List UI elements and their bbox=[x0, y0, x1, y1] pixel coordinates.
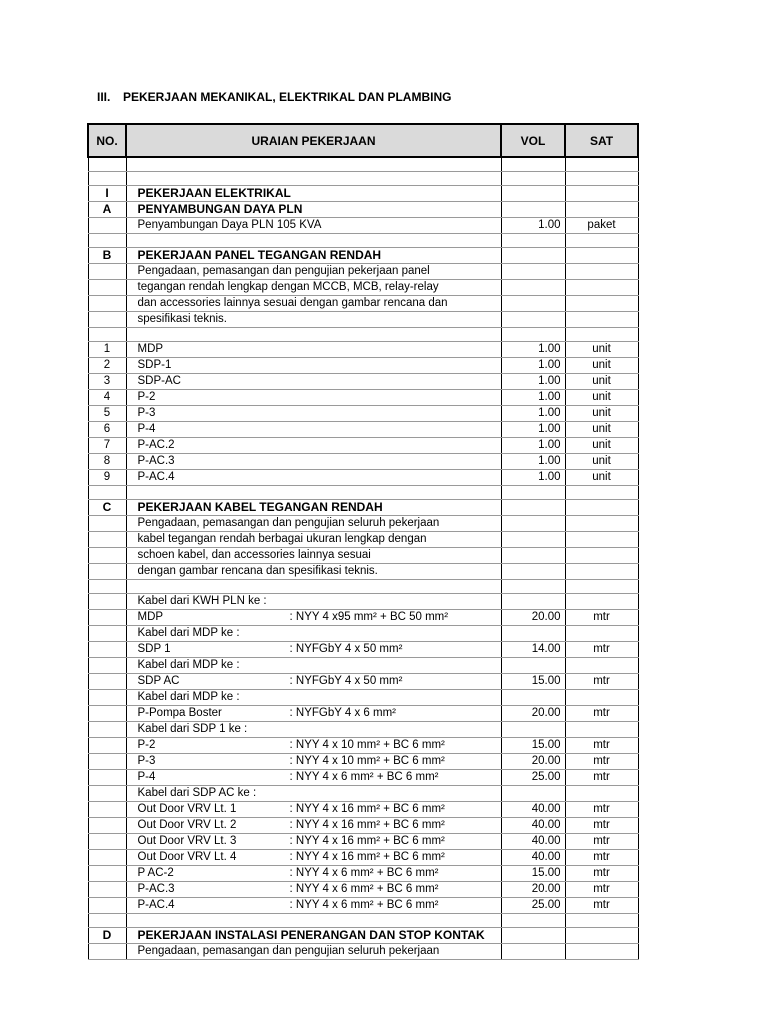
cell-sat bbox=[565, 157, 638, 172]
cable-destination: Out Door VRV Lt. 2 bbox=[137, 819, 237, 831]
cell-sat bbox=[565, 328, 638, 342]
table-row bbox=[88, 690, 638, 706]
cell-description bbox=[126, 834, 501, 850]
cell-no: C bbox=[88, 500, 126, 516]
cell-no: A bbox=[88, 202, 126, 218]
cell-sat bbox=[565, 532, 638, 548]
cell-no: 4 bbox=[88, 390, 126, 406]
table-row bbox=[88, 722, 638, 738]
table-row bbox=[88, 658, 638, 674]
cable-spec: : NYY 4 x 16 mm² + BC 6 mm² bbox=[289, 851, 445, 863]
table-row bbox=[88, 738, 638, 754]
cell-no bbox=[88, 898, 126, 914]
cell-vol: 20.00 bbox=[501, 754, 565, 770]
cell-sat bbox=[565, 626, 638, 642]
table-row bbox=[88, 944, 638, 960]
cell-vol bbox=[501, 234, 565, 248]
cell-description: PENYAMBUNGAN DAYA PLN bbox=[126, 202, 501, 218]
cell-no bbox=[88, 944, 126, 960]
cell-vol bbox=[501, 548, 565, 564]
cell-sat bbox=[565, 928, 638, 944]
cell-description bbox=[126, 706, 501, 722]
cell-no bbox=[88, 882, 126, 898]
cell-no bbox=[88, 786, 126, 802]
table-row bbox=[88, 312, 638, 328]
cable-destination: P-2 bbox=[137, 739, 156, 751]
cell-no: 7 bbox=[88, 438, 126, 454]
cell-vol bbox=[501, 532, 565, 548]
cell-description: Kabel dari KWH PLN ke : bbox=[126, 594, 501, 610]
cell-sat bbox=[565, 296, 638, 312]
cell-vol: 1.00 bbox=[501, 406, 565, 422]
cell-sat: unit bbox=[565, 374, 638, 390]
cell-sat: mtr bbox=[565, 802, 638, 818]
cell-description bbox=[126, 738, 501, 754]
cell-no bbox=[88, 564, 126, 580]
cell-no: B bbox=[88, 248, 126, 264]
cell-sat bbox=[565, 658, 638, 674]
cell-vol bbox=[501, 594, 565, 610]
cell-description bbox=[126, 642, 501, 658]
table-row bbox=[88, 516, 638, 532]
cell-sat: mtr bbox=[565, 898, 638, 914]
cell-description: MDP bbox=[126, 342, 501, 358]
cell-description: spesifikasi teknis. bbox=[126, 312, 501, 328]
cell-description: Kabel dari SDP AC ke : bbox=[126, 786, 501, 802]
cell-no bbox=[88, 818, 126, 834]
cell-description: Pengadaan, pemasangan dan pengujian seluruh pekerjaan bbox=[126, 944, 501, 960]
cell-description bbox=[126, 580, 501, 594]
cell-vol bbox=[501, 202, 565, 218]
table-row bbox=[88, 610, 638, 626]
cell-description: dengan gambar rencana dan spesifikasi teknis. bbox=[126, 564, 501, 580]
cell-vol bbox=[501, 264, 565, 280]
cell-sat bbox=[565, 186, 638, 202]
cell-description: schoen kabel, dan accessories lainnya sesuai bbox=[126, 548, 501, 564]
cable-destination: P-3 bbox=[137, 755, 156, 767]
cell-vol: 20.00 bbox=[501, 610, 565, 626]
cell-vol bbox=[501, 914, 565, 928]
table-row bbox=[88, 914, 638, 928]
cell-no bbox=[88, 580, 126, 594]
cell-sat bbox=[565, 564, 638, 580]
cell-description: SDP-AC bbox=[126, 374, 501, 390]
cable-spec: : NYY 4 x 6 mm² + BC 6 mm² bbox=[289, 899, 439, 911]
table-row bbox=[88, 172, 638, 186]
cell-sat: mtr bbox=[565, 850, 638, 866]
cell-no bbox=[88, 866, 126, 882]
cable-destination: P-AC.3 bbox=[137, 883, 175, 895]
cable-destination: P-Pompa Boster bbox=[137, 707, 222, 719]
cell-no bbox=[88, 594, 126, 610]
cell-vol bbox=[501, 500, 565, 516]
cell-vol bbox=[501, 280, 565, 296]
table-row bbox=[88, 422, 638, 438]
cell-vol: 1.00 bbox=[501, 454, 565, 470]
table-row bbox=[88, 564, 638, 580]
cable-destination: P-AC.4 bbox=[137, 899, 175, 911]
cell-no bbox=[88, 658, 126, 674]
cell-description bbox=[126, 234, 501, 248]
cable-spec: : NYY 4 x 10 mm² + BC 6 mm² bbox=[289, 755, 445, 767]
cell-vol: 20.00 bbox=[501, 706, 565, 722]
cell-no bbox=[88, 754, 126, 770]
table-row bbox=[88, 818, 638, 834]
cell-vol bbox=[501, 296, 565, 312]
table-row bbox=[88, 898, 638, 914]
cell-no: D bbox=[88, 928, 126, 944]
table-row bbox=[88, 770, 638, 786]
cell-sat: unit bbox=[565, 470, 638, 486]
cell-vol: 1.00 bbox=[501, 470, 565, 486]
table-row bbox=[88, 202, 638, 218]
cell-vol: 15.00 bbox=[501, 738, 565, 754]
cell-no bbox=[88, 674, 126, 690]
cable-destination: SDP AC bbox=[137, 675, 180, 687]
cell-description: tegangan rendah lengkap dengan MCCB, MCB, relay-relay bbox=[126, 280, 501, 296]
cell-description: SDP-1 bbox=[126, 358, 501, 374]
cell-no bbox=[88, 850, 126, 866]
cell-no bbox=[88, 532, 126, 548]
header-vol: VOL bbox=[501, 124, 565, 157]
cell-sat bbox=[565, 172, 638, 186]
cell-description bbox=[126, 802, 501, 818]
cell-description bbox=[126, 328, 501, 342]
cell-description: Kabel dari MDP ke : bbox=[126, 626, 501, 642]
cell-vol bbox=[501, 486, 565, 500]
cell-description bbox=[126, 850, 501, 866]
table-row bbox=[88, 296, 638, 312]
cell-description: Kabel dari MDP ke : bbox=[126, 690, 501, 706]
cell-description: Kabel dari SDP 1 ke : bbox=[126, 722, 501, 738]
cell-sat: mtr bbox=[565, 882, 638, 898]
cell-sat: mtr bbox=[565, 642, 638, 658]
cell-description bbox=[126, 770, 501, 786]
table-body bbox=[88, 157, 638, 960]
cell-sat: paket bbox=[565, 218, 638, 234]
cell-description: PEKERJAAN PANEL TEGANGAN RENDAH bbox=[126, 248, 501, 264]
cell-sat bbox=[565, 548, 638, 564]
cell-sat bbox=[565, 516, 638, 532]
cell-description: Pengadaan, pemasangan dan pengujian seluruh pekerjaan bbox=[126, 516, 501, 532]
table-row bbox=[88, 218, 638, 234]
cell-description: PEKERJAAN INSTALASI PENERANGAN DAN STOP KONTAK bbox=[126, 928, 501, 944]
cell-no bbox=[88, 218, 126, 234]
cell-vol bbox=[501, 312, 565, 328]
cell-sat bbox=[565, 248, 638, 264]
cell-sat bbox=[565, 690, 638, 706]
cell-vol bbox=[501, 516, 565, 532]
cell-no: 3 bbox=[88, 374, 126, 390]
table-row bbox=[88, 706, 638, 722]
table-row bbox=[88, 850, 638, 866]
cell-description bbox=[126, 674, 501, 690]
cell-sat: mtr bbox=[565, 818, 638, 834]
cell-sat: unit bbox=[565, 422, 638, 438]
cell-vol: 20.00 bbox=[501, 882, 565, 898]
cable-spec: : NYFGbY 4 x 50 mm² bbox=[289, 675, 403, 687]
table-row bbox=[88, 580, 638, 594]
cell-sat bbox=[565, 312, 638, 328]
cell-vol bbox=[501, 658, 565, 674]
cell-vol: 1.00 bbox=[501, 390, 565, 406]
cable-destination: SDP 1 bbox=[137, 643, 171, 655]
cell-no: I bbox=[88, 186, 126, 202]
cell-no bbox=[88, 738, 126, 754]
cell-vol: 40.00 bbox=[501, 802, 565, 818]
cell-no: 1 bbox=[88, 342, 126, 358]
cell-description: kabel tegangan rendah berbagai ukuran lengkap dengan bbox=[126, 532, 501, 548]
cell-no bbox=[88, 280, 126, 296]
table-row bbox=[88, 157, 638, 172]
cable-spec: : NYY 4 x 6 mm² + BC 6 mm² bbox=[289, 883, 439, 895]
cell-vol bbox=[501, 690, 565, 706]
cell-sat bbox=[565, 280, 638, 296]
cell-no bbox=[88, 706, 126, 722]
cell-vol bbox=[501, 564, 565, 580]
cell-sat: unit bbox=[565, 390, 638, 406]
table-row bbox=[88, 882, 638, 898]
cell-sat bbox=[565, 500, 638, 516]
cell-no bbox=[88, 172, 126, 186]
cell-sat bbox=[565, 486, 638, 500]
table-row bbox=[88, 374, 638, 390]
cell-no bbox=[88, 802, 126, 818]
table-row bbox=[88, 928, 638, 944]
table-row bbox=[88, 642, 638, 658]
cell-no bbox=[88, 296, 126, 312]
cell-vol: 1.00 bbox=[501, 218, 565, 234]
table-row bbox=[88, 186, 638, 202]
table-row bbox=[88, 532, 638, 548]
cell-vol: 40.00 bbox=[501, 834, 565, 850]
cell-no bbox=[88, 770, 126, 786]
table-row bbox=[88, 594, 638, 610]
table-row bbox=[88, 802, 638, 818]
table-row bbox=[88, 626, 638, 642]
cell-sat: mtr bbox=[565, 674, 638, 690]
cable-destination: Out Door VRV Lt. 4 bbox=[137, 851, 237, 863]
table-row bbox=[88, 548, 638, 564]
cell-no bbox=[88, 548, 126, 564]
cell-no: 2 bbox=[88, 358, 126, 374]
cell-sat: mtr bbox=[565, 738, 638, 754]
table-row bbox=[88, 486, 638, 500]
cell-vol bbox=[501, 626, 565, 642]
cell-sat bbox=[565, 594, 638, 610]
cell-description: P-AC.3 bbox=[126, 454, 501, 470]
cell-vol: 40.00 bbox=[501, 850, 565, 866]
cable-destination: P AC-2 bbox=[137, 867, 174, 879]
cell-sat bbox=[565, 234, 638, 248]
cell-vol: 25.00 bbox=[501, 898, 565, 914]
cable-destination: Out Door VRV Lt. 3 bbox=[137, 835, 237, 847]
table-row bbox=[88, 786, 638, 802]
cell-no bbox=[88, 157, 126, 172]
cell-description bbox=[126, 157, 501, 172]
cell-no: 8 bbox=[88, 454, 126, 470]
cell-description: PEKERJAAN ELEKTRIKAL bbox=[126, 186, 501, 202]
cell-sat: unit bbox=[565, 406, 638, 422]
cell-vol: 40.00 bbox=[501, 818, 565, 834]
table-row bbox=[88, 328, 638, 342]
cell-vol: 15.00 bbox=[501, 866, 565, 882]
section-title bbox=[97, 90, 451, 104]
table-row bbox=[88, 674, 638, 690]
cell-no bbox=[88, 516, 126, 532]
cell-no bbox=[88, 642, 126, 658]
cell-vol bbox=[501, 328, 565, 342]
cell-vol bbox=[501, 157, 565, 172]
cell-no bbox=[88, 234, 126, 248]
section-number: III. bbox=[97, 90, 111, 104]
cell-description bbox=[126, 914, 501, 928]
cable-spec: : NYY 4 x 10 mm² + BC 6 mm² bbox=[289, 739, 445, 751]
cell-vol: 14.00 bbox=[501, 642, 565, 658]
cell-description bbox=[126, 172, 501, 186]
table-row bbox=[88, 406, 638, 422]
table-row bbox=[88, 358, 638, 374]
cell-sat bbox=[565, 202, 638, 218]
cell-description: P-2 bbox=[126, 390, 501, 406]
cell-sat: mtr bbox=[565, 754, 638, 770]
cell-vol: 1.00 bbox=[501, 438, 565, 454]
cell-description bbox=[126, 818, 501, 834]
cable-destination: MDP bbox=[137, 611, 164, 623]
cell-vol bbox=[501, 928, 565, 944]
cable-destination: P-4 bbox=[137, 771, 156, 783]
cell-sat: unit bbox=[565, 342, 638, 358]
cell-no bbox=[88, 834, 126, 850]
table-row bbox=[88, 500, 638, 516]
cell-description bbox=[126, 754, 501, 770]
cable-spec: : NYY 4 x 16 mm² + BC 6 mm² bbox=[289, 819, 445, 831]
cell-sat bbox=[565, 786, 638, 802]
bill-of-quantities-table bbox=[87, 123, 639, 960]
cell-vol: 15.00 bbox=[501, 674, 565, 690]
cell-sat: mtr bbox=[565, 834, 638, 850]
cell-sat bbox=[565, 264, 638, 280]
cell-description bbox=[126, 898, 501, 914]
table-row bbox=[88, 342, 638, 358]
table-row bbox=[88, 280, 638, 296]
cable-spec: : NYY 4 x 16 mm² + BC 6 mm² bbox=[289, 835, 445, 847]
cell-no bbox=[88, 722, 126, 738]
cell-description: Kabel dari MDP ke : bbox=[126, 658, 501, 674]
cell-sat: unit bbox=[565, 454, 638, 470]
cable-spec: : NYFGbY 4 x 50 mm² bbox=[289, 643, 403, 655]
cell-description: Pengadaan, pemasangan dan pengujian pekerjaan panel bbox=[126, 264, 501, 280]
table-row bbox=[88, 866, 638, 882]
cell-vol bbox=[501, 786, 565, 802]
cell-vol bbox=[501, 722, 565, 738]
cell-sat: mtr bbox=[565, 706, 638, 722]
cable-destination: Out Door VRV Lt. 1 bbox=[137, 803, 237, 815]
cell-sat bbox=[565, 914, 638, 928]
cable-spec: : NYY 4 x 6 mm² + BC 6 mm² bbox=[289, 867, 439, 879]
table-row bbox=[88, 454, 638, 470]
cell-no: 9 bbox=[88, 470, 126, 486]
cell-vol: 25.00 bbox=[501, 770, 565, 786]
header-no: NO. bbox=[88, 124, 126, 157]
section-title-text: PEKERJAAN MEKANIKAL, ELEKTRIKAL DAN PLAMBING bbox=[123, 90, 452, 104]
cell-no bbox=[88, 626, 126, 642]
cell-description: P-AC.4 bbox=[126, 470, 501, 486]
cell-no bbox=[88, 914, 126, 928]
cable-spec: : NYY 4 x95 mm² + BC 50 mm² bbox=[289, 611, 449, 623]
cell-description bbox=[126, 882, 501, 898]
cell-description: dan accessories lainnya sesuai dengan gambar rencana dan bbox=[126, 296, 501, 312]
cell-vol bbox=[501, 580, 565, 594]
cell-no: 6 bbox=[88, 422, 126, 438]
cell-description: P-4 bbox=[126, 422, 501, 438]
cable-spec: : NYY 4 x 16 mm² + BC 6 mm² bbox=[289, 803, 445, 815]
table-row bbox=[88, 390, 638, 406]
table-header-row bbox=[88, 124, 638, 157]
cell-sat: mtr bbox=[565, 770, 638, 786]
cell-sat bbox=[565, 580, 638, 594]
cell-sat: unit bbox=[565, 438, 638, 454]
table-row bbox=[88, 834, 638, 850]
cell-description bbox=[126, 866, 501, 882]
cell-sat bbox=[565, 944, 638, 960]
cell-vol bbox=[501, 172, 565, 186]
cell-no bbox=[88, 610, 126, 626]
cell-description: PEKERJAAN KABEL TEGANGAN RENDAH bbox=[126, 500, 501, 516]
cell-no bbox=[88, 312, 126, 328]
cell-description bbox=[126, 486, 501, 500]
table-row bbox=[88, 470, 638, 486]
cell-vol: 1.00 bbox=[501, 358, 565, 374]
cell-no: 5 bbox=[88, 406, 126, 422]
cell-no bbox=[88, 486, 126, 500]
table-row bbox=[88, 234, 638, 248]
cell-description bbox=[126, 610, 501, 626]
table-row bbox=[88, 248, 638, 264]
header-description: URAIAN PEKERJAAN bbox=[126, 124, 501, 157]
cell-description: P-AC.2 bbox=[126, 438, 501, 454]
table-row bbox=[88, 264, 638, 280]
cell-vol bbox=[501, 186, 565, 202]
cell-description: P-3 bbox=[126, 406, 501, 422]
cell-sat: unit bbox=[565, 358, 638, 374]
cable-spec: : NYFGbY 4 x 6 mm² bbox=[289, 707, 397, 719]
cell-no bbox=[88, 264, 126, 280]
cable-spec: : NYY 4 x 6 mm² + BC 6 mm² bbox=[289, 771, 439, 783]
cell-vol bbox=[501, 944, 565, 960]
cell-sat: mtr bbox=[565, 610, 638, 626]
cell-vol bbox=[501, 248, 565, 264]
header-sat: SAT bbox=[565, 124, 638, 157]
cell-vol: 1.00 bbox=[501, 374, 565, 390]
cell-vol: 1.00 bbox=[501, 422, 565, 438]
cell-sat: mtr bbox=[565, 866, 638, 882]
cell-no bbox=[88, 690, 126, 706]
table-row bbox=[88, 754, 638, 770]
cell-sat bbox=[565, 722, 638, 738]
cell-no bbox=[88, 328, 126, 342]
cell-description: Penyambungan Daya PLN 105 KVA bbox=[126, 218, 501, 234]
cell-vol: 1.00 bbox=[501, 342, 565, 358]
table-row bbox=[88, 438, 638, 454]
